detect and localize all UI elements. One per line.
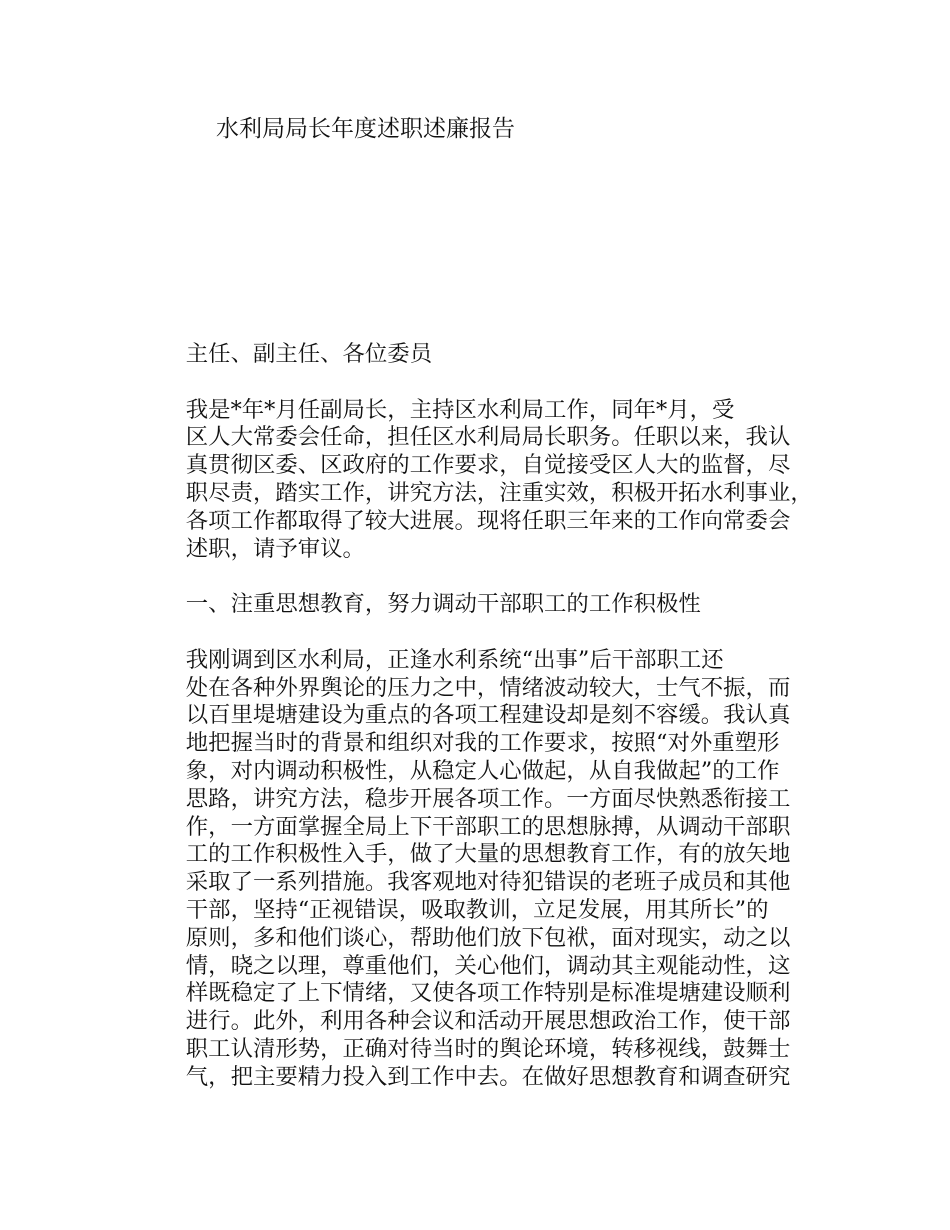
text-line: 工的工作积极性入手，做了大量的思想教育工作，有的放矢地: [185, 841, 791, 868]
text-line: 样既稳定了上下情绪，又使各项工作特别是标准堤塘建设顺利: [185, 980, 791, 1007]
text-line: 象，对内调动积极性，从稳定人心做起，从自我做起”的工作: [185, 757, 780, 784]
text-line: 我是*年*月任副局长，主持区水利局工作，同年*月，受: [185, 396, 735, 423]
text-line: 原则，多和他们谈心，帮助他们放下包袱，面对现实，动之以: [185, 924, 791, 951]
text-line: 情，晓之以理，尊重他们，关心他们，调动其主观能动性，这: [185, 952, 791, 979]
section-heading: 一、注重思想教育，努力调动干部职工的工作积极性: [185, 591, 701, 618]
text-line: 干部，坚持“正视错误，吸取教训，立足发展，用其所长”的: [185, 896, 769, 923]
text-line: 职尽责，踏实工作，讲究方法，注重实效，积极开拓水利事业，: [185, 479, 813, 506]
intro-paragraph: [141, 397, 823, 564]
salutation: 主任、副主任、各位委员: [185, 341, 433, 367]
text-line: 述职，请予审议。: [185, 535, 365, 562]
text-line: 各项工作都取得了较大进展。现将任职三年来的工作向常委会: [185, 507, 791, 534]
document-title: 水利局局长年度述职述廉报告: [216, 116, 515, 142]
text-line: 思路，讲究方法，稳步开展各项工作。一方面尽快熟悉衔接工: [185, 785, 791, 812]
text-line: 以百里堤塘建设为重点的各项工程建设却是刻不容缓。我认真: [185, 702, 791, 729]
text-line: 地把握当时的背景和组织对我的工作要求，按照“对外重塑形: [185, 730, 780, 757]
text-line: 采取了一系列措施。我客观地对待犯错误的老班子成员和其他: [185, 869, 791, 896]
text-line: 真贯彻区委、区政府的工作要求，自觉接受区人大的监督，尽: [185, 452, 791, 479]
text-line: 区人大常委会任命，担任区水利局局长职务。任职以来，我认: [185, 424, 791, 451]
text-line: 职工认清形势，正确对待当时的舆论环境，转移视线，鼓舞士: [185, 1035, 791, 1062]
text-line: 我刚调到区水利局，正逢水利系统“出事”后干部职工还: [185, 646, 724, 673]
text-line: 进行。此外，利用各种会议和活动开展思想政治工作，使干部: [185, 1008, 791, 1035]
section-paragraph: [141, 647, 823, 1092]
text-line: 气，把主要精力投入到工作中去。在做好思想教育和调查研究: [185, 1063, 791, 1090]
document-body: [141, 341, 823, 1119]
text-line: 处在各种外界舆论的压力之中，情绪波动较大，士气不振，而: [185, 674, 791, 701]
text-line: 作，一方面掌握全局上下干部职工的思想脉搏，从调动干部职: [185, 813, 791, 840]
